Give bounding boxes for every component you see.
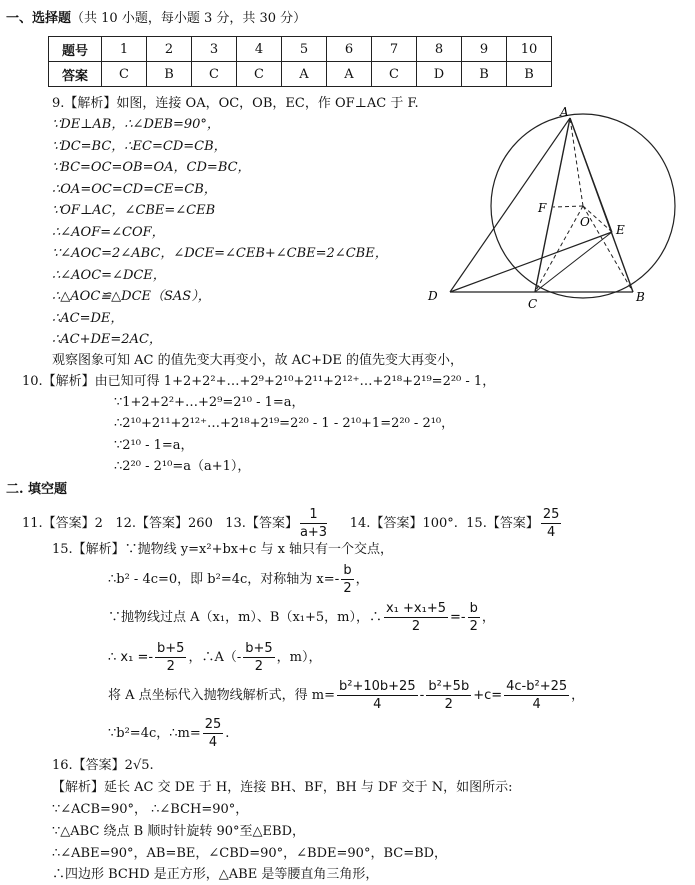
fraction-denominator: 4 — [373, 697, 382, 712]
table-header-cell: 题号 — [49, 37, 102, 62]
line-ae — [570, 118, 612, 232]
geometry-figure — [420, 100, 690, 320]
table-cell: A — [282, 62, 327, 87]
q15-text: ， — [481, 610, 495, 625]
answer-table — [48, 36, 552, 87]
table-cell: B — [147, 62, 192, 87]
line-of — [553, 206, 583, 207]
table-cell: 7 — [372, 37, 417, 62]
fill-answers-row — [22, 506, 563, 541]
label-o: O — [580, 215, 590, 229]
q15-text: ∴ x₁ =- — [108, 650, 154, 665]
q15-line — [108, 716, 229, 752]
minus-sign: - — [334, 572, 340, 587]
fraction — [504, 678, 569, 713]
line-oc — [535, 206, 583, 292]
fraction — [468, 600, 480, 635]
q15-line — [108, 562, 369, 598]
q9-line: ∴AC+DE=2AC， — [52, 332, 162, 347]
q15-text: 将 A 点坐标代入抛物线解析式，得 m= — [108, 688, 336, 703]
line-oa — [570, 118, 583, 206]
fraction — [155, 640, 186, 675]
table-cell: A — [327, 62, 372, 87]
fraction — [426, 678, 471, 713]
table-cell: 5 — [282, 37, 327, 62]
q9-line: ∴AC=DE， — [52, 311, 124, 326]
q15-text: ∵b²=4c，∴m= — [108, 726, 201, 741]
q15-text: ， — [355, 572, 369, 587]
q9-line: ∴∠AOF=∠COF， — [52, 225, 165, 240]
q15-text: ，m）， — [276, 650, 322, 665]
q16-line: ∴四边形 BCHD 是正方形，△ABE 是等腰直角三角形， — [52, 867, 379, 882]
q10-line: 10.【解析】由已知可得 1+2+2²+…+2⁹+2¹⁰+2¹¹+2¹²⁺…+2¹⁸+2¹⁹=2²⁰ - 1， — [22, 374, 496, 389]
label-a: A — [560, 105, 569, 119]
q9-line: ∵DC=BC，∴EC=CD=CB， — [52, 139, 227, 154]
fraction-denominator: 2 — [411, 619, 421, 634]
q9-line: 观察图象可知 AC 的值先变大再变小，故 AC+DE 的值先变大再变小， — [52, 353, 464, 368]
q16-line: ∵∠ACB=90°， ∴∠BCH=90°， — [52, 802, 249, 817]
fraction-denominator: 2 — [343, 581, 352, 596]
q9-line: ∴OA=OC=CD=CE=CB， — [52, 182, 217, 197]
table-row-numbers — [49, 37, 552, 62]
fraction-denominator: 2 — [444, 697, 453, 712]
q15-text: ∴b² - 4c=0，即 b²=4c，对称轴为 x= — [108, 572, 335, 587]
label-b: B — [636, 290, 645, 304]
q10-line: ∴2²⁰ - 2¹⁰=a（a+1）， — [114, 459, 251, 474]
label-d: D — [428, 289, 438, 303]
fraction-numerator: b — [469, 601, 478, 616]
section1-note: （共 10 小题，每小题 3 分，共 30 分） — [71, 11, 307, 26]
fraction — [203, 716, 224, 751]
fraction — [243, 640, 274, 675]
answer-14: 14.【答案】100°. — [349, 516, 458, 531]
q15-text: ， — [571, 688, 585, 703]
fraction-numerator: b²+10b+25 — [339, 679, 416, 694]
label-e: E — [616, 223, 625, 237]
answer-13: 13.【答案】 — [225, 516, 298, 531]
section1-header — [6, 10, 306, 28]
fraction — [300, 506, 327, 541]
fraction-denominator: 2 — [469, 619, 478, 634]
q15-text: ，∴A（- — [188, 650, 242, 665]
section2-title: 二. 填空题 — [6, 482, 68, 497]
q15-line — [108, 640, 321, 676]
answer-11: 11.【答案】2 — [22, 516, 103, 531]
minus-sign: - — [419, 688, 425, 703]
fraction-numerator: b+5 — [245, 641, 273, 656]
plus-c: +c= — [473, 688, 503, 703]
table-cell: 3 — [192, 37, 237, 62]
q9-line: 9.【解析】如图，连接 OA，OC，OB，EC，作 OF⊥AC 于 F. — [52, 96, 419, 111]
section1-title: 一、选择题 — [6, 11, 72, 26]
table-cell: 9 — [462, 37, 507, 62]
table-cell: 4 — [237, 37, 282, 62]
q16-line: ∴∠ABE=90°，AB=BE，∠CBD=90°，∠BDE=90°，BC=BD， — [52, 846, 448, 861]
fraction-numerator: 25 — [542, 507, 560, 522]
q10-line: ∵2¹⁰ - 1=a， — [114, 438, 194, 453]
line-de — [450, 232, 612, 292]
q10-line: ∵1+2+2²+…+2⁹=2¹⁰ - 1=a， — [114, 395, 305, 410]
fraction-denominator: 4 — [546, 525, 556, 540]
table-cell: D — [417, 62, 462, 87]
q15-line: 15.【解析】∵抛物线 y=x²+bx+c 与 x 轴只有一个交点， — [52, 542, 394, 557]
answer-15: 15.【答案】 — [466, 516, 539, 531]
fraction-denominator: 4 — [208, 735, 218, 750]
table-cell: C — [192, 62, 237, 87]
q15-text: ∵抛物线过点 A（x₁，m）、B（x₁+5，m），∴ — [108, 610, 382, 625]
table-cell: 2 — [147, 37, 192, 62]
label-f: F — [538, 201, 547, 215]
line-ce — [535, 232, 612, 292]
table-cell: C — [372, 62, 417, 87]
fraction — [541, 506, 562, 541]
q9-line: ∴∠AOC=∠DCE， — [52, 268, 166, 283]
fraction-denominator: 4 — [532, 697, 541, 712]
fraction — [384, 600, 448, 635]
table-cell: B — [507, 62, 552, 87]
fraction-denominator: 2 — [166, 659, 175, 674]
q9-line: ∵BC=OC=OB=OA，CD=BC， — [52, 160, 251, 175]
table-cell: 1 — [102, 37, 147, 62]
fraction-numerator: 4c-b²+25 — [506, 679, 568, 694]
q10-line: ∴2¹⁰+2¹¹+2¹²⁺…+2¹⁸+2¹⁹=2²⁰ - 1 - 2¹⁰+1=2²⁰ - 2¹⁰， — [114, 416, 455, 431]
q9-line: ∵DE⊥AB，∴∠DEB=90°， — [52, 117, 220, 132]
table-cell: C — [102, 62, 147, 87]
fraction-numerator: b+5 — [157, 641, 185, 656]
q16-line: 【解析】延长 AC 交 DE 于 H，连接 BH、BF，BH 与 DF 交于 N，如图所示: — [52, 780, 513, 795]
table-cell: B — [462, 62, 507, 87]
q16-line: ∵△ABC 绕点 B 顺时针旋转 90°至△EBD， — [52, 824, 305, 839]
q15-line — [108, 600, 495, 636]
fraction-numerator: b²+5b — [428, 679, 470, 694]
fraction-numerator: 25 — [204, 717, 222, 732]
table-cell: 10 — [507, 37, 552, 62]
table-row-answers — [49, 62, 552, 87]
q15-text: . — [225, 726, 230, 741]
fraction-denominator: 2 — [254, 659, 264, 674]
fraction — [341, 562, 353, 597]
q9-line: ∵∠AOC=2∠ABC，∠DCE=∠CEB+∠CBE=2∠CBE， — [52, 246, 388, 261]
q15-line — [108, 678, 584, 714]
fraction-numerator: b — [343, 563, 352, 578]
answer-12: 12.【答案】260 — [115, 516, 213, 531]
fraction-denominator: a+3 — [299, 525, 328, 540]
table-cell: 6 — [327, 37, 372, 62]
table-cell: C — [237, 62, 282, 87]
fraction-numerator: x₁ +x₁+5 — [385, 601, 446, 616]
fraction — [337, 678, 418, 713]
q9-line: ∵OF⊥AC，∠CBE=∠CEB — [52, 203, 216, 218]
fraction-numerator: 1 — [300, 506, 327, 524]
q9-line: ∴△AOC≌△DCE（SAS）， — [52, 289, 211, 304]
q16-line: 16.【答案】2√5. — [52, 758, 154, 773]
equals-minus: =- — [449, 610, 466, 625]
table-cell: 8 — [417, 37, 462, 62]
table-header-cell: 答案 — [49, 62, 102, 87]
label-c: C — [528, 297, 538, 311]
